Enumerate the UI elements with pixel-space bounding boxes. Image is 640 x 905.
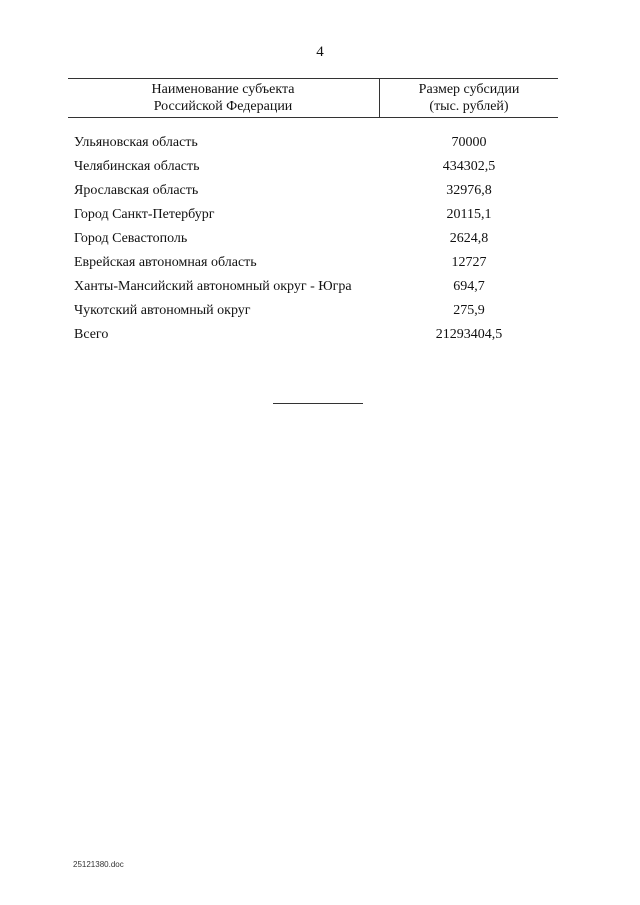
region-name: Ульяновская область: [74, 135, 198, 150]
document-end-rule: [273, 403, 363, 404]
column-header-region: [68, 82, 378, 115]
table-row: [74, 203, 558, 227]
subsidy-amount: 20115,1: [446, 207, 492, 222]
subsidy-amount: 2624,8: [449, 231, 489, 246]
region-name: Город Севастополь: [74, 231, 188, 246]
column-header-region-line2: Российской Федерации: [153, 98, 293, 114]
subsidy-amount: 12727: [451, 255, 487, 270]
column-header-subsidy-line1: Размер субсидии: [418, 82, 520, 97]
table-row: [74, 131, 558, 155]
total-amount: 21293404,5: [435, 327, 503, 342]
subsidy-amount: 275,9: [453, 303, 485, 318]
subsidy-amount: 70000: [451, 135, 487, 150]
footer-file-name: 25121380.doc: [73, 860, 124, 869]
total-label: Всего: [74, 327, 109, 342]
table-row: [74, 275, 558, 299]
subsidy-amount: 32976,8: [446, 183, 492, 198]
region-name: Чукотский автономный округ: [74, 303, 251, 318]
region-name: Ярославская область: [74, 183, 199, 198]
page-number: 4: [316, 44, 324, 60]
subsidy-amount: 434302,5: [442, 159, 496, 174]
column-header-subsidy-line2: (тыс. рублей): [429, 98, 509, 114]
table-row: [74, 251, 558, 275]
subsidy-amount: 694,7: [453, 279, 485, 294]
column-header-region-line1: Наименование субъекта: [151, 82, 295, 97]
table-row: [74, 227, 558, 251]
region-name: Еврейская автономная область: [74, 255, 257, 270]
region-name: Город Санкт-Петербург: [74, 207, 215, 222]
table-row: [74, 299, 558, 323]
table-header: [68, 78, 558, 118]
column-header-subsidy: [380, 82, 558, 115]
table-row-total: [74, 323, 558, 347]
region-name: Ханты-Мансийский автономный округ - Югра: [74, 279, 352, 294]
table-row: [74, 179, 558, 203]
region-name: Челябинская область: [74, 159, 200, 174]
table-body: [74, 131, 558, 347]
table-row: [74, 155, 558, 179]
